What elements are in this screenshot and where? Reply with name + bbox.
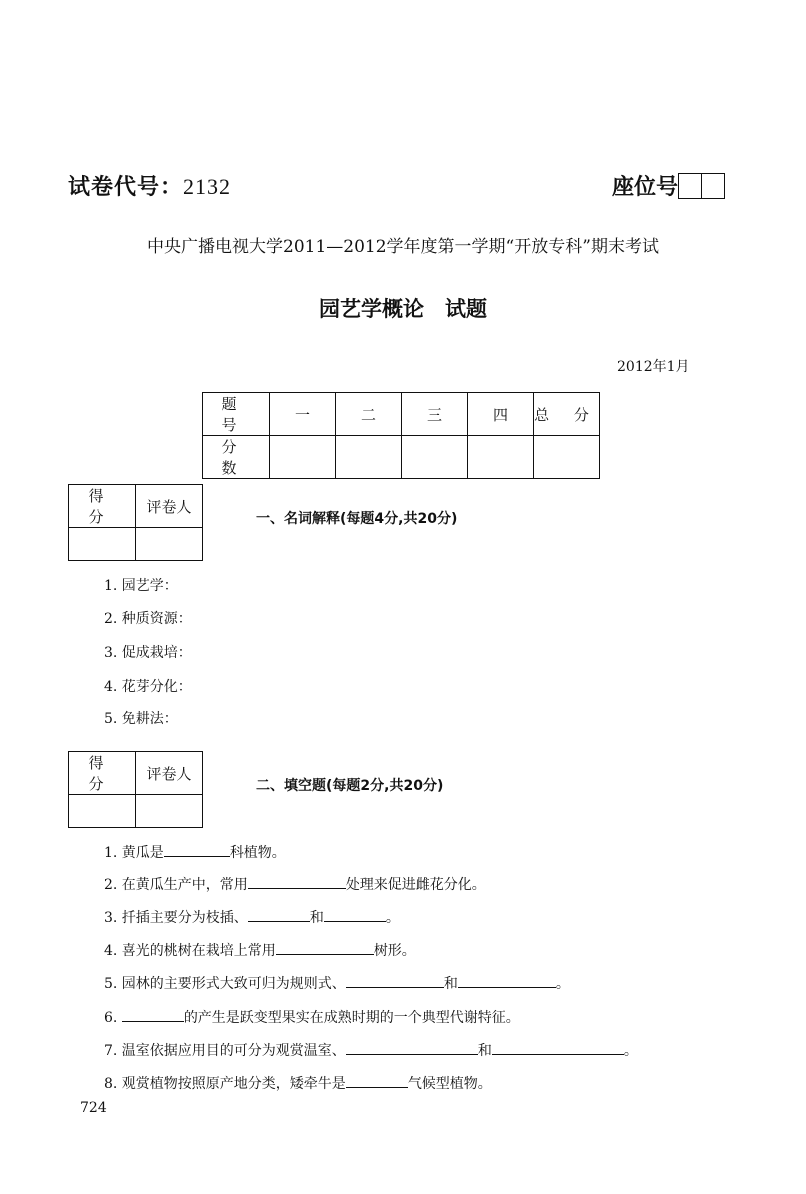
seat-box-2[interactable] [702, 173, 725, 199]
question-text: 和 [309, 910, 324, 926]
score-table-header-row [203, 393, 600, 436]
grader-score-label: 得 分 [69, 752, 136, 795]
question-text: 4. 喜光的桃树在栽培上常用 [104, 943, 276, 959]
grader-score-label: 得 分 [69, 485, 136, 528]
paper-code-number: 2132 [183, 174, 232, 199]
question-text: 2. 在黄瓜生产中，常用 [104, 877, 248, 893]
question-item [104, 1007, 520, 1027]
question-item [104, 842, 286, 862]
question-text: 树形。 [373, 943, 416, 959]
paper-code-label: 试卷代号： [68, 175, 184, 200]
question-text: 3. 扦插主要分为枝插、 [104, 910, 248, 926]
question-item [104, 1040, 638, 1060]
score-table-cell: 四 [468, 393, 534, 436]
score-input-cell[interactable] [468, 436, 534, 479]
score-input-cell[interactable] [402, 436, 468, 479]
question-text: 1. 黄瓜是 [104, 845, 164, 861]
question-item [104, 1073, 492, 1093]
question-item [104, 940, 416, 960]
exam-date: 2012年1月 [617, 359, 690, 375]
answer-blank[interactable] [346, 1040, 478, 1055]
score-input-cell[interactable] [270, 436, 336, 479]
exam-title: 中央广播电视大学2011—2012学年度第一学期“开放专科”期末考试 [147, 237, 659, 257]
question-text: 科植物。 [229, 845, 286, 861]
answer-blank[interactable] [276, 940, 374, 955]
grader-box [68, 484, 203, 561]
question-item: 5. 免耕法： [104, 711, 178, 727]
score-input-cell[interactable] [336, 436, 402, 479]
answer-blank[interactable] [346, 973, 444, 988]
answer-blank[interactable] [164, 842, 230, 857]
question-item: 1. 园艺学： [104, 578, 178, 594]
paper-code [68, 170, 231, 201]
score-table-cell: 二 [336, 393, 402, 436]
grader-score-cell[interactable] [69, 528, 136, 561]
question-text: 7. 温室依据应用目的可分为观赏温室、 [104, 1043, 346, 1059]
question-item [104, 907, 400, 927]
score-table [202, 392, 600, 479]
grader-name-cell[interactable] [136, 795, 203, 828]
grader-name-label: 评卷人 [136, 485, 203, 528]
question-text: 。 [555, 976, 570, 992]
seat-number-label: 座位号 [612, 175, 679, 200]
question-text: 。 [385, 910, 400, 926]
question-item [104, 874, 486, 894]
seat-number [612, 170, 725, 201]
answer-blank[interactable] [458, 973, 556, 988]
question-text: 6. [104, 1010, 122, 1026]
score-table-cell: 三 [402, 393, 468, 436]
question-text: 处理来促进雌花分化。 [345, 877, 486, 893]
question-item: 2. 种质资源： [104, 611, 192, 627]
page-number: 724 [80, 1100, 107, 1116]
answer-blank[interactable] [248, 874, 346, 889]
question-item: 3. 促成栽培： [104, 645, 192, 661]
answer-blank[interactable] [248, 907, 310, 922]
score-table-cell: 总 分 [534, 393, 600, 436]
question-text: 5. 园林的主要形式大致可归为规则式、 [104, 976, 346, 992]
section-title: 一、名词解释(每题4分,共20分) [256, 511, 458, 527]
question-item [104, 973, 570, 993]
score-table-score-row [203, 436, 600, 479]
score-table-cell: 题 号 [203, 393, 270, 436]
grader-box [68, 751, 203, 828]
answer-blank[interactable] [122, 1007, 184, 1022]
answer-blank[interactable] [324, 907, 386, 922]
section-title: 二、填空题(每题2分,共20分) [256, 778, 444, 794]
question-text: 和 [477, 1043, 492, 1059]
question-text: 8. 观赏植物按照原产地分类，矮牵牛是 [104, 1076, 346, 1092]
grader-name-label: 评卷人 [136, 752, 203, 795]
score-input-cell[interactable] [534, 436, 600, 479]
question-item: 4. 花芽分化： [104, 679, 192, 695]
seat-box-1[interactable] [678, 173, 702, 199]
grader-score-cell[interactable] [69, 795, 136, 828]
grader-name-cell[interactable] [136, 528, 203, 561]
question-text: 气候型植物。 [407, 1076, 492, 1092]
score-table-cell: 分 数 [203, 436, 270, 479]
course-title: 园艺学概论 试题 [319, 297, 487, 321]
answer-blank[interactable] [346, 1073, 408, 1088]
question-text: 和 [443, 976, 458, 992]
answer-blank[interactable] [492, 1040, 624, 1055]
score-table-cell: 一 [270, 393, 336, 436]
question-text: 。 [623, 1043, 638, 1059]
question-text: 的产生是跃变型果实在成熟时期的一个典型代谢特征。 [183, 1010, 520, 1026]
